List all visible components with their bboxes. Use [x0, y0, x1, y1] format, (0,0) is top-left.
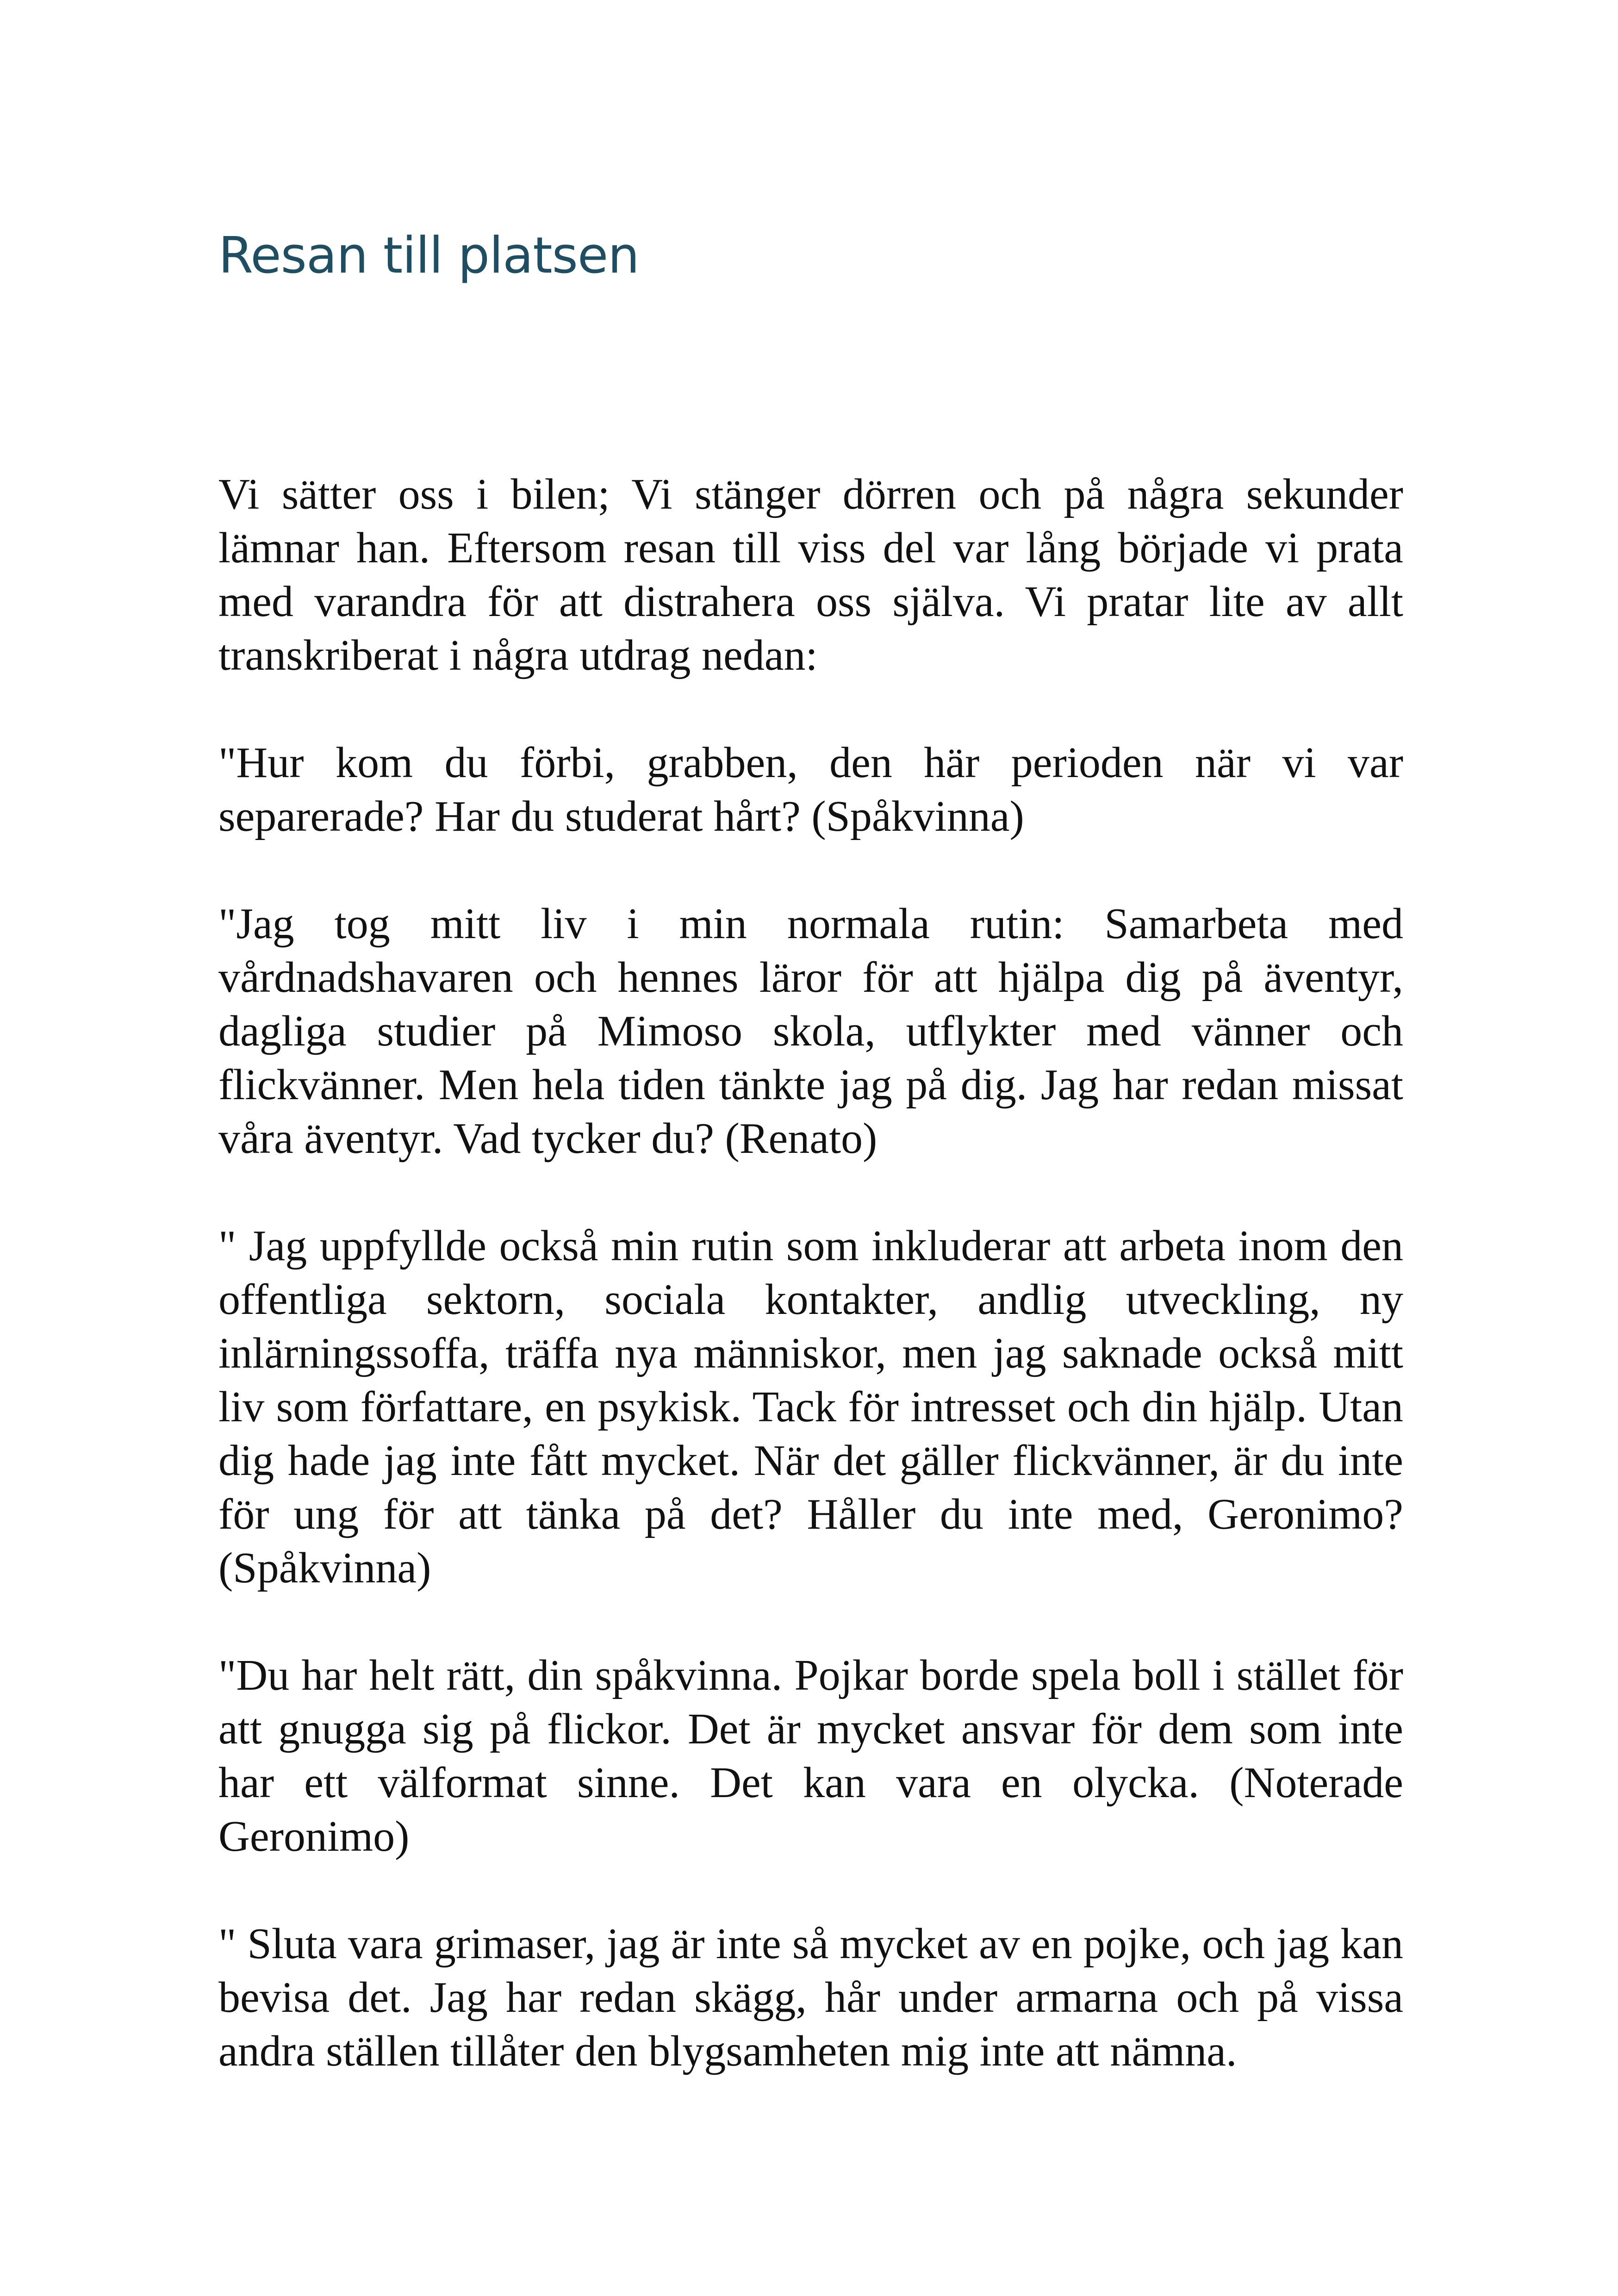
paragraph-2: "Hur kom du förbi, grabben, den här perioden när vi var separerade? Har du studerat hårt? (Spåkvinna)	[218, 739, 1403, 840]
paragraph-1: Vi sätter oss i bilen; Vi stänger dörren och på några sekunder lämnar han. Eftersom resan till viss del var lång började vi prata med varandra för att distrahera oss själva. Vi pratar lite av allt transkriberat i några utdrag nedan:	[218, 470, 1403, 679]
paragraph-6: " Sluta vara grimaser, jag är inte så mycket av en pojke, och jag kan bevisa det. Jag har redan skägg, hår under armarna och på vissa andra ställen tillåter den blygsamheten mig inte att nämna.	[218, 1920, 1403, 2075]
paragraph-4: " Jag uppfyllde också min rutin som inkluderar att arbeta inom den offentliga sektorn, sociala kontakter, andlig utveckling, ny inlärningssoffa, träffa nya människor, men jag saknade också mitt liv som författare, en psykisk. Tack för intresset och din hjälp. Utan dig hade jag inte fått mycket. När det gäller flickvänner, är du inte för ung för att tänka på det? Håller du inte med, Geronimo? (Spåkvinna)	[218, 1222, 1403, 1592]
paragraph-3: "Jag tog mitt liv i min normala rutin: Samarbeta med vårdnadshavaren och hennes läror för att hjälpa dig på äventyr, dagliga studier på Mimoso skola, utflykter med vänner och flickvänner. Men hela tiden tänkte jag på dig. Jag har redan missat våra äventyr. Vad tycker du? (Renato)	[218, 900, 1403, 1163]
document-body	[218, 467, 1403, 2132]
page-title: Resan till platsen	[218, 227, 639, 285]
paragraph-5: "Du har helt rätt, din spåkvinna. Pojkar borde spela boll i stället för att gnugga sig på flickor. Det är mycket ansvar för dem som inte har ett välformat sinne. Det kan vara en olycka. (Noterade Geronimo)	[218, 1651, 1403, 1860]
